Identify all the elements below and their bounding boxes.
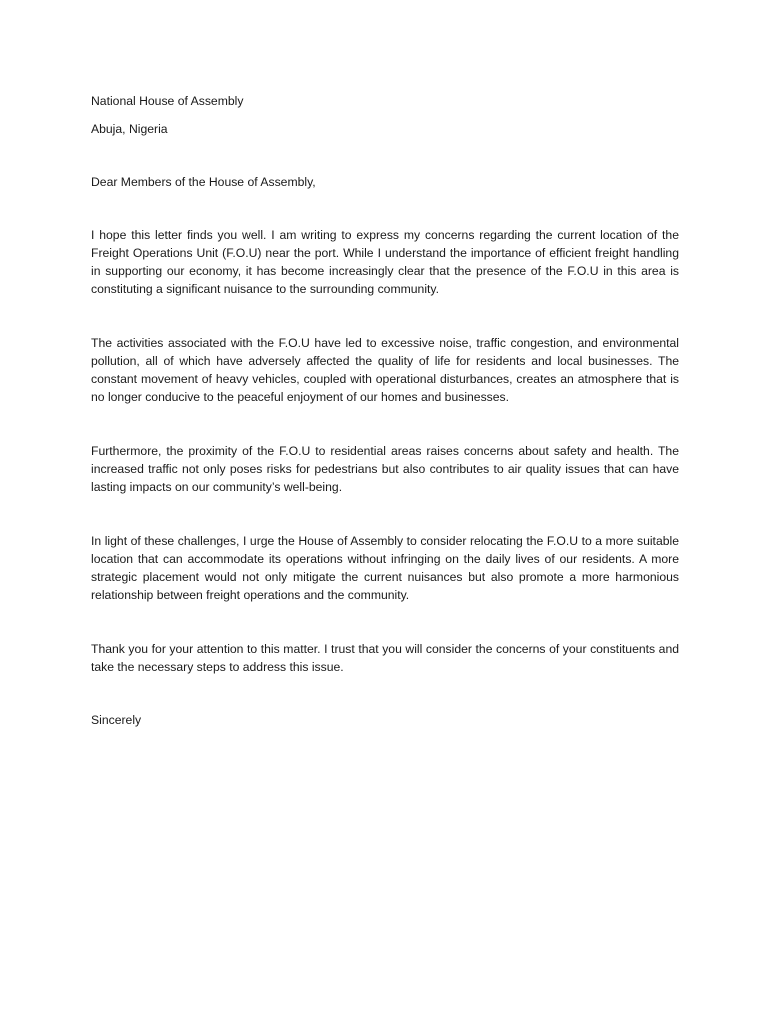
salutation: Dear Members of the House of Assembly,: [91, 175, 316, 189]
paragraph-safety: Furthermore, the proximity of the F.O.U to residential areas raises concerns about safety and health. The increased traffic not only poses risks for pedestrians but also contributes to air quality issues that can have lasting impacts on our community’s well-being.: [91, 444, 679, 494]
paragraph-intro: I hope this letter finds you well. I am writing to express my concerns regarding the current location of the Freight Operations Unit (F.O.U) near the port. While I understand the importance of efficient freight handling in supporting our economy, it has become increasingly clear that the presence of the F.O.U in this area is constituting a significant nuisance to the surrounding community.: [91, 228, 679, 296]
paragraph-impacts: The activities associated with the F.O.U have led to excessive noise, traffic congestion, and environmental pollution, all of which have adversely affected the quality of life for residents and local businesses. The constant movement of heavy vehicles, coupled with operational disturbances, creates an atmosphere that is no longer conducive to the peaceful enjoyment of our homes and businesses.: [91, 336, 679, 404]
paragraph-thanks: Thank you for your attention to this matter. I trust that you will consider the concerns of your constituents and take the necessary steps to address this issue.: [91, 642, 679, 674]
paragraph-request: In light of these challenges, I urge the House of Assembly to consider relocating the F.O.U to a more suitable location that can accommodate its operations without infringing on the daily lives of our residents. A more strategic placement would not only mitigate the current nuisances but also promote a more harmonious relationship between freight operations and the community.: [91, 534, 679, 602]
recipient-location: Abuja, Nigeria: [91, 122, 168, 136]
letter-body: [91, 92, 679, 729]
recipient-name: National House of Assembly: [91, 94, 244, 108]
closing: Sincerely: [91, 713, 142, 727]
